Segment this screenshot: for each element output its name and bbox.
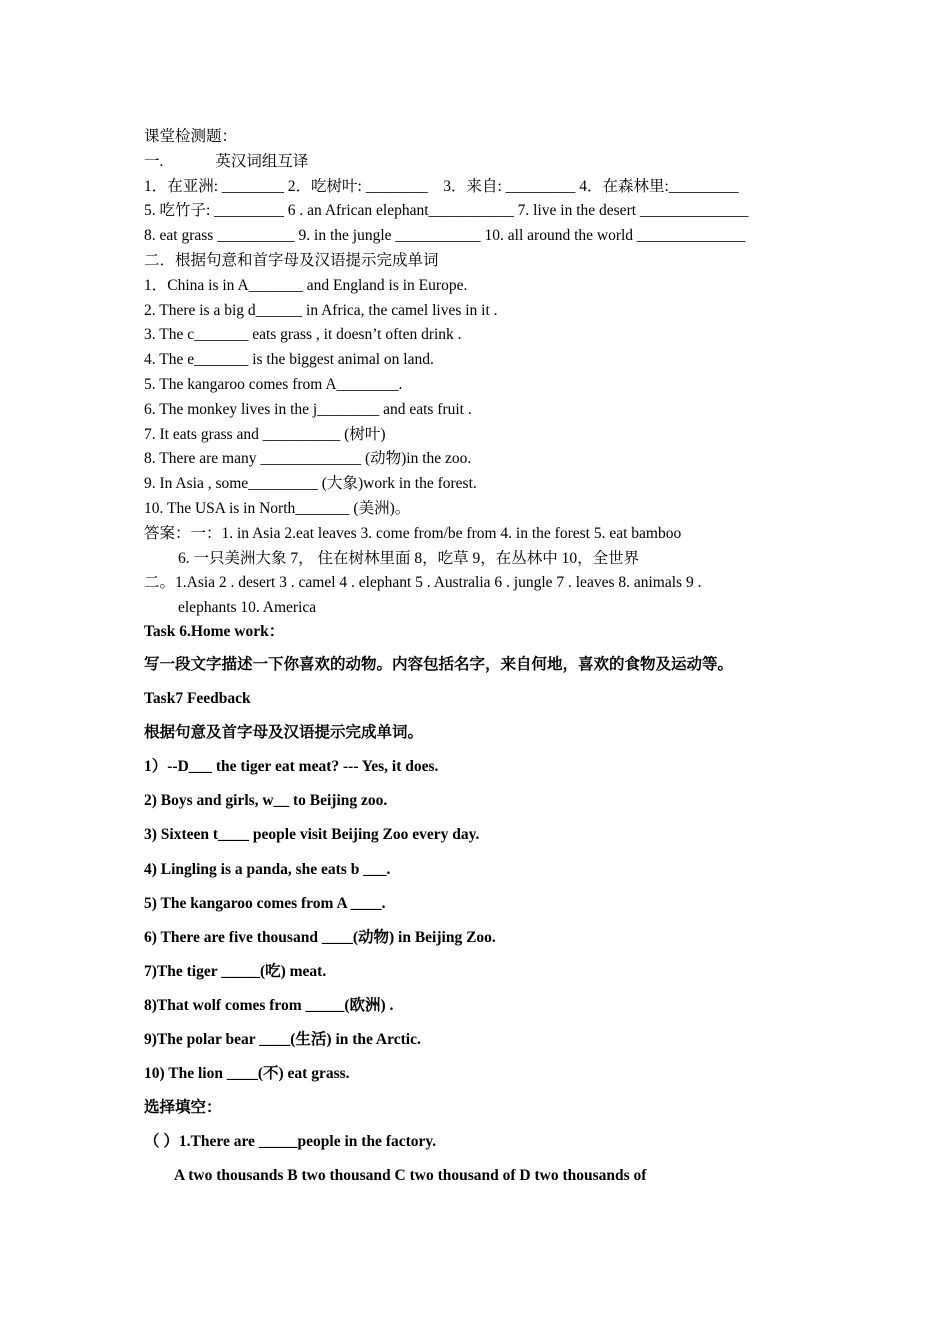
answers-line: elephants 10. America — [178, 599, 317, 617]
task7-item: 9)The polar bear ____(生活) in the Arctic. — [144, 1030, 421, 1048]
task7-heading: Task7 Feedback — [144, 690, 251, 708]
task7-item: 6) There are five thousand ____(动物) in Beijing Zoo. — [144, 928, 496, 946]
section1-heading-text: 英汉词组互译 — [215, 152, 309, 170]
section2-item: 4. The e_______ is the biggest animal on land. — [144, 351, 434, 369]
section1-row: 5. 吃竹子: _________ 6 . an African elephant___________ 7. live in the desert ______________ — [144, 202, 749, 220]
section1-heading — [144, 150, 824, 175]
section2-item: 8. There are many _____________ (动物)in the zoo. — [144, 450, 472, 468]
task7-item: 2) Boys and girls, w__ to Beijing zoo. — [144, 792, 388, 810]
task7-item: 10) The lion ____(不) eat grass. — [144, 1065, 350, 1083]
section2-item: 5. The kangaroo comes from A________. — [144, 375, 403, 393]
task6-text: 写一段文字描述一下你喜欢的动物。内容包括名字，来自何地，喜欢的食物及运动等。 — [144, 655, 734, 673]
answers-line: 6. 一只美洲大象 7， 住在树林里面 8，吃草 9，在丛林中 10，全世界 — [178, 549, 640, 567]
section2-item: 2. There is a big d______ in Africa, the camel lives in it . — [144, 301, 498, 319]
task6-heading: Task 6.Home work： — [144, 622, 285, 640]
choice-heading: 选择填空： — [144, 1099, 222, 1117]
section2-item: 6. The monkey lives in the j________ and eats fruit . — [144, 400, 472, 418]
section2-item: 7. It eats grass and __________ (树叶) — [144, 425, 386, 443]
choice-options: A two thousands B two thousand C two thousand of D two thousands of — [174, 1167, 647, 1185]
section1-row: 8. eat grass __________ 9. in the jungle ___________ 10. all around the world ______________ — [144, 227, 746, 245]
section2-item: 1．China is in A_______ and England is in Europe. — [144, 276, 468, 294]
section2-heading: 二．根据句意和首字母及汉语提示完成单词 — [144, 251, 439, 269]
task7-item: 3) Sixteen t____ people visit Beijing Zoo every day. — [144, 826, 480, 844]
document-title: 课堂检测题： — [144, 128, 238, 145]
answers-line: 二。1.Asia 2 . desert 3 . camel 4 . elephant 5 . Australia 6 . jungle 7 . leaves 8. animals 9 . — [144, 574, 702, 592]
section2-item: 10. The USA is in North_______ (美洲)。 — [144, 499, 411, 517]
section1-row: 1．在亚洲: ________ 2．吃树叶: ________ 3．来自: _________ 4．在森林里:_________ — [144, 177, 739, 195]
document-body — [144, 125, 824, 1200]
section2-item: 3. The c_______ eats grass , it doesn’t often drink . — [144, 326, 462, 344]
task7-item: 7)The tiger _____(吃) meat. — [144, 962, 327, 980]
answers-line: 答案：一：1. in Asia 2.eat leaves 3. come from/be from 4. in the forest 5. eat bamboo — [144, 524, 682, 542]
task7-item: 1）--D___ the tiger eat meat? --- Yes, it does. — [144, 758, 439, 776]
section1-heading-num: 一. — [144, 152, 164, 170]
section2-item: 9. In Asia , some_________ (大象)work in the forest. — [144, 475, 477, 493]
task7-item: 8)That wolf comes from _____(欧洲) . — [144, 996, 394, 1014]
task7-item: 5) The kangaroo comes from A ____. — [144, 894, 386, 912]
task7-instruction: 根据句意及首字母及汉语提示完成单词。 — [144, 724, 424, 742]
choice-question: （ ）1.There are _____people in the factory. — [144, 1133, 437, 1151]
task7-item: 4) Lingling is a panda, she eats b ___. — [144, 860, 391, 878]
